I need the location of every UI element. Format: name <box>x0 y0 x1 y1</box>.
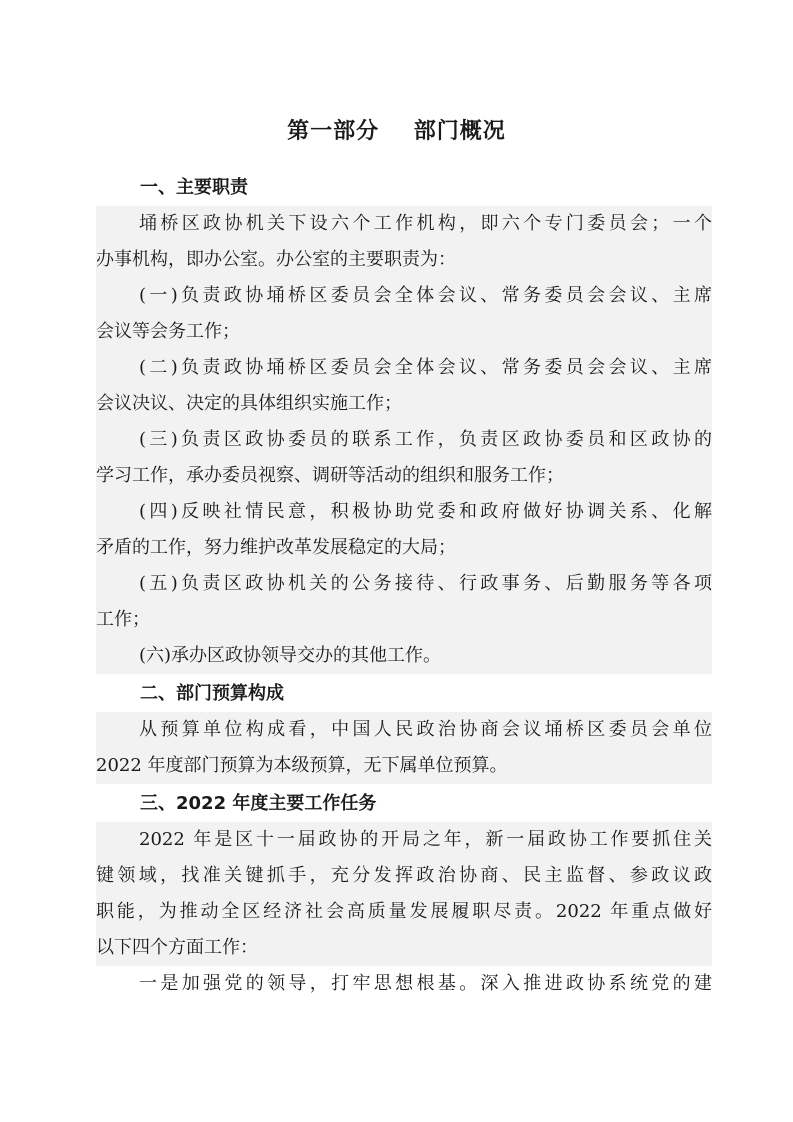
text-line: 键领域，找准关键抓手，充分发挥政治协商、民主监督、参政议政 <box>96 865 712 886</box>
text-line: (二)负责政协埇桥区委员会全体会议、常务委员会会议、主席 <box>139 357 712 378</box>
text-line: 会议决议、决定的具体组织实施工作； <box>96 393 402 414</box>
section-heading-duties: 一、主要职责 <box>140 177 248 198</box>
text-line: (四)反映社情民意，积极协助党委和政府做好协调关系、化解 <box>139 501 712 522</box>
work-tasks-paragraph <box>96 822 712 966</box>
text-line: 办事机构，即办公室。办公室的主要职责为： <box>96 249 456 270</box>
budget-paragraph <box>96 712 712 784</box>
text-line: 会议等会务工作； <box>96 321 240 342</box>
text-line: (五)负责区政协机关的公务接待、行政事务、后勤服务等各项 <box>139 573 712 594</box>
text-line: 以下四个方面工作： <box>96 937 258 958</box>
text-line: 工作； <box>96 609 150 630</box>
section-heading-work-tasks: 三、2022 年度主要工作任务 <box>140 793 377 814</box>
text-line: 2022 年度部门预算为本级预算，无下属单位预算。 <box>96 755 508 776</box>
text-line: 从预算单位构成看，中国人民政治协商会议埇桥区委员会单位 <box>139 719 712 740</box>
text-line: 职能，为推动全区经济社会高质量发展履职尽责。2022 年重点做好 <box>96 901 712 922</box>
text-line: 一是加强党的领导，打牢思想根基。深入推进政协系统党的建 <box>139 973 712 994</box>
text-line: 学习工作，承办委员视察、调研等活动的组织和服务工作； <box>96 465 564 486</box>
text-line: 埇桥区政协机关下设六个工作机构，即六个专门委员会；一个 <box>139 213 712 234</box>
duties-paragraph <box>96 206 712 674</box>
text-line: (六)承办区政协领导交办的其他工作。 <box>139 645 442 666</box>
text-line: 矛盾的工作，努力维护改革发展稳定的大局； <box>96 537 456 558</box>
section-heading-budget-composition: 二、部门预算构成 <box>140 683 284 704</box>
page-title: 第一部分 部门概况 <box>287 119 506 144</box>
text-line: (三)负责区政协委员的联系工作，负责区政协委员和区政协的 <box>139 429 712 450</box>
text-line: 2022 年是区十一届政协的开局之年，新一届政协工作要抓住关 <box>139 829 712 850</box>
text-line: (一)负责政协埇桥区委员会全体会议、常务委员会会议、主席 <box>139 285 712 306</box>
tail-paragraph <box>96 966 712 1002</box>
